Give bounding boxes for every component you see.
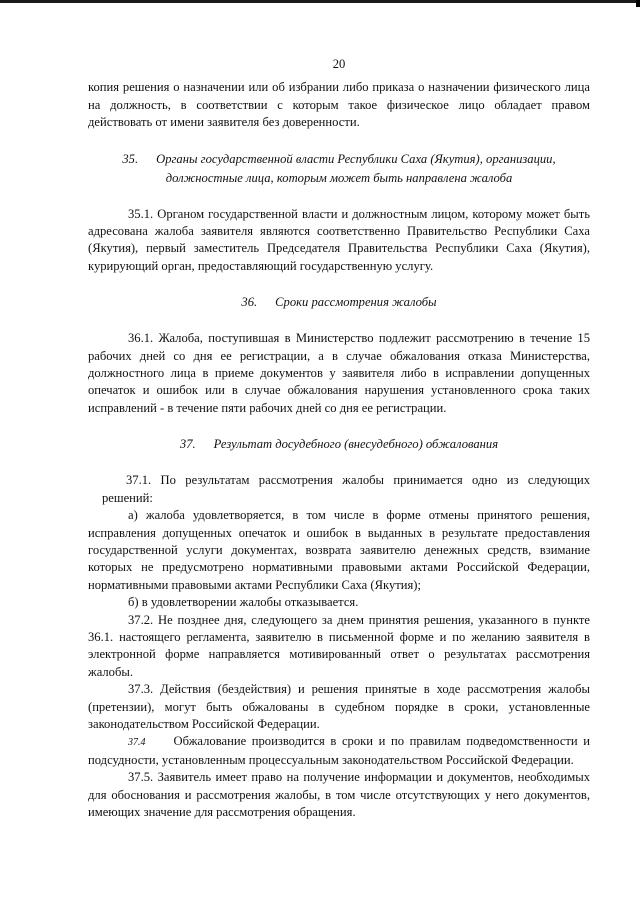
paragraph-37-3: 37.3. Действия (бездействия) и решения принятые в ходе рассмотрения жалобы (претензии), могут быть обжалованы в судебном порядке в сроки, установленные законодательством Российской Федерации. (88, 682, 590, 731)
page-number: 20 (332, 57, 346, 71)
section-37-number: 37. (179, 437, 196, 452)
section-35-number: 35. (122, 151, 139, 166)
paragraph-36-1: 36.1. Жалоба, поступившая в Министерство подлежит рассмотрению в течение 15 рабочих дней со дня ее регистрации, а в случае обжалования отказа Министерства, должностного лица в приеме документов у заявителя либо в исправлении допущенных опечаток и ошибок или в случае обжалования нарушения установленного срока таких исправлений - в течение пяти рабочих дней со дня ее регистрации. (88, 331, 590, 415)
paragraph-37-1-a: а) жалоба удовлетворяется, в том числе в форме отмены принятого решения, исправления допущенных опечаток и ошибок в выданных в результате предоставления государственной услуги документах, возврата заявителю денежных средств, взимание которых не предусмотрено нормативными правовыми актами Российской Федерации, нормативными правовыми актами Республики Саха (Якутия); (88, 508, 590, 592)
scan-corner-mark (636, 0, 640, 7)
intro-paragraph: копия решения о назначении или об избрании либо приказа о назначении физического лица на должность, в соответствии с которым такое физическое лицо обладает правом действовать от имени заявителя без доверенности. (88, 80, 590, 130)
section-36-heading (88, 293, 590, 312)
paragraph-37-1-b: б) в удовлетворении жалобы отказывается. (128, 595, 359, 610)
paragraph-37-4-number: 37.4 (128, 737, 146, 749)
paragraph-37-2: 37.2. Не позднее дня, следующего за днем принятия решения, указанного в пункте 36.1. настоящего регламента, заявителю в письменной форме и по желанию заявителя в электронной форме направляется мотивированный ответ о результатах рассмотрения жалобы. (88, 612, 590, 679)
section-35-heading (88, 150, 590, 188)
section-37-title: Результат досудебного (внесудебного) обжалования (213, 437, 499, 452)
section-37-heading (88, 435, 590, 454)
section-36-number: 36. (241, 295, 258, 310)
paragraph-37-1: 37.1. По результатам рассмотрения жалобы принимается одно из следующих решений: (102, 473, 590, 505)
section-36-title: Сроки рассмотрения жалобы (275, 295, 437, 310)
section-35-title: Органы государственной власти Республики Саха (Якутия), организации, должностные лица, которым может быть направлена жалоба (156, 151, 556, 185)
paragraph-37-4-text: Обжалование производится в сроки и по правилам подведомственности и подсудности, установленным процессуальным законодательством Российской Федерации. (88, 734, 590, 767)
scan-top-edge (0, 0, 640, 3)
paragraph-35-1: 35.1. Органом государственной власти и должностным лицом, которому может быть адресована жалоба заявителя являются соответственно Правительство Республики Саха (Якутия), первый заместитель Председателя Правительства Республики Саха (Якутия), курирующий орган, предоставляющий государственную услугу. (88, 206, 590, 273)
document-page (88, 56, 590, 821)
paragraph-37-5: 37.5. Заявитель имеет право на получение информации и документов, необходимых для обоснования и рассмотрения жалобы, в том числе отсутствующих у него документов, имеющих значение для рассмотрения обращения. (88, 770, 590, 819)
paragraph-37-4 (88, 733, 590, 769)
